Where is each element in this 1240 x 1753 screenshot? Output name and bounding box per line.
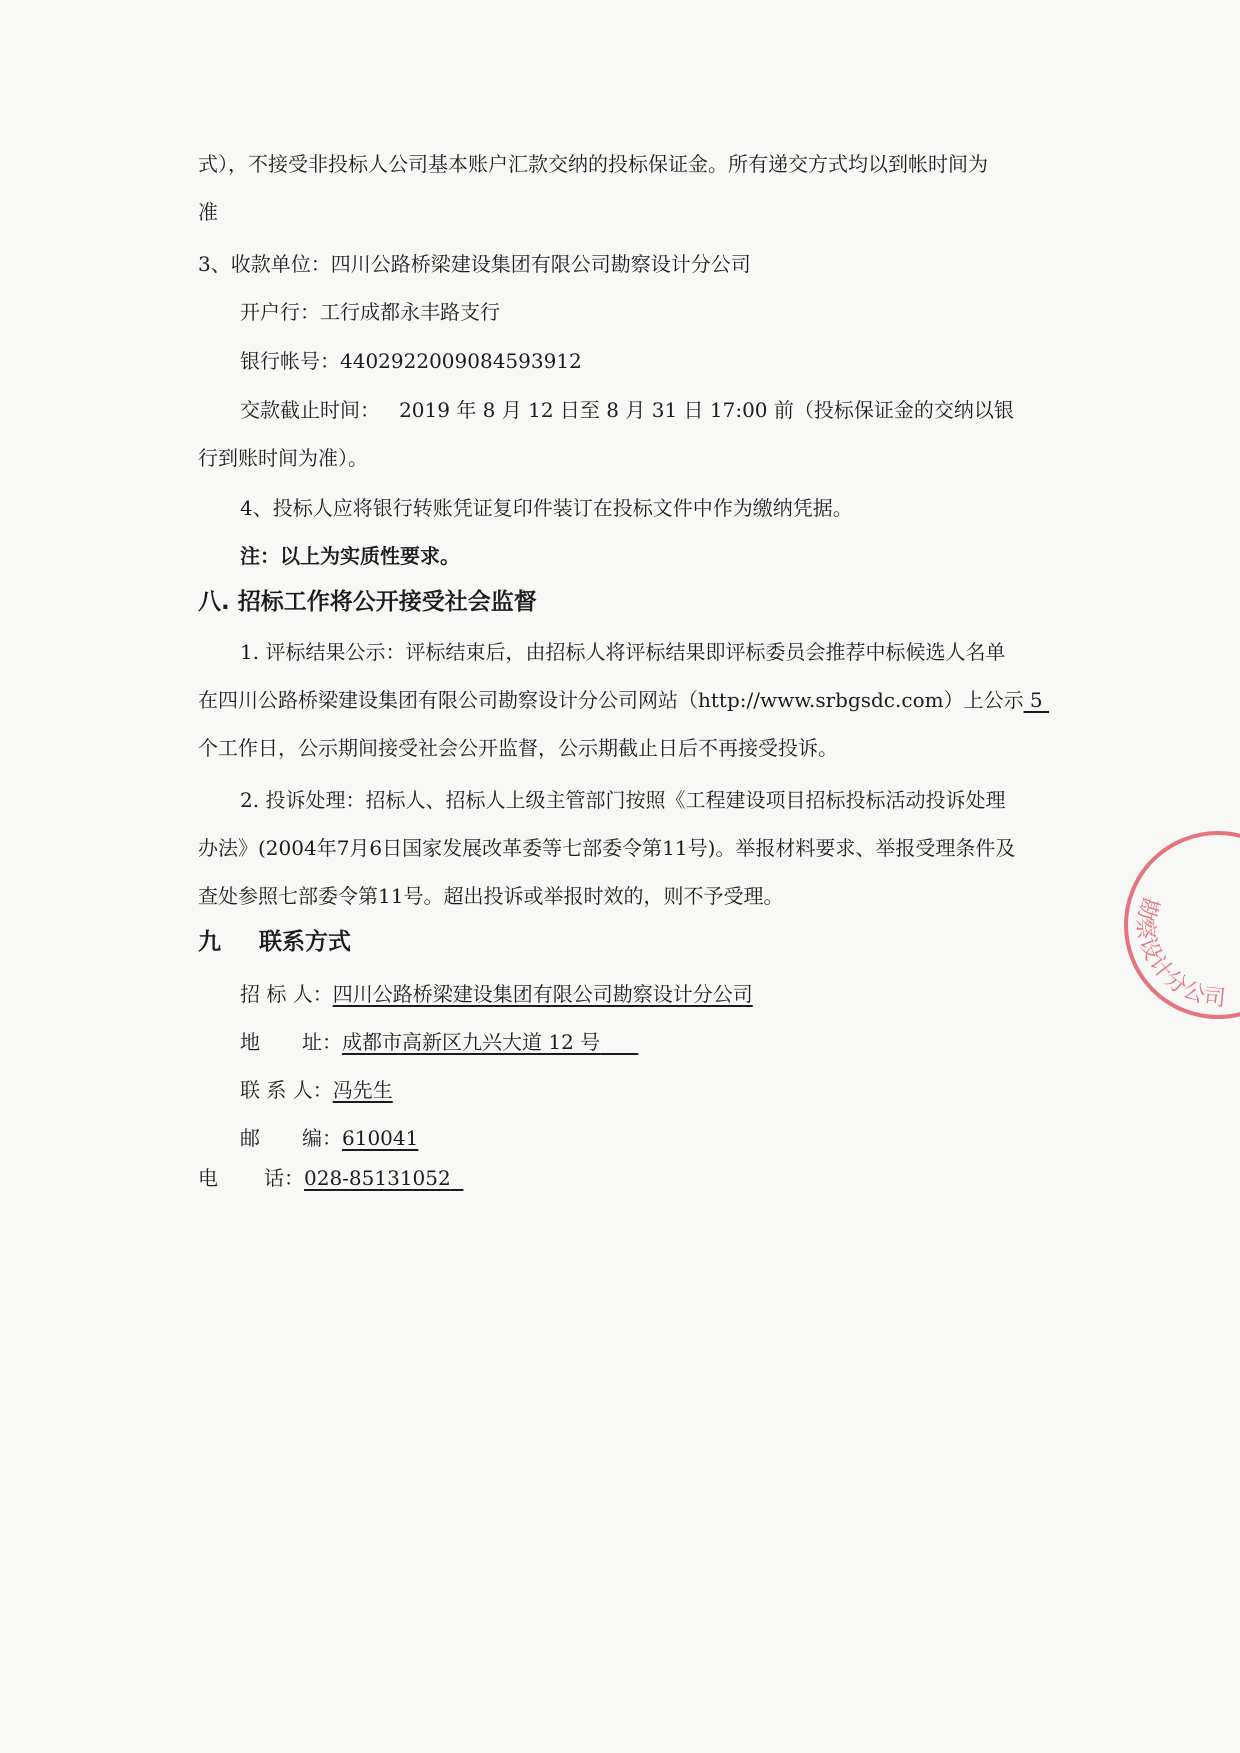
- field-value: 冯先生: [332, 1078, 393, 1102]
- field-label: 邮: [240, 1126, 260, 1150]
- field-label: 电: [198, 1166, 218, 1190]
- contact-row-person: [240, 1076, 393, 1104]
- field-value: 四川公路桥梁建设集团有限公司勘察设计分公司: [332, 982, 753, 1006]
- bank-label: 开户行：: [240, 300, 320, 324]
- paragraph-line: 式），不接受非投标人公司基本账户汇款交纳的投标保证金。所有递交方式均以到帐时间为: [198, 152, 988, 176]
- field-value: 610041: [342, 1126, 419, 1150]
- text-span: 在四川公路桥梁建设集团有限公司勘察设计分公司网站（http://www.srbgsdc.com）上公示: [198, 688, 1024, 712]
- field-label: 话：: [264, 1166, 304, 1190]
- paragraph-line: 1. 评标结果公示：评标结束后，由招标人将评标结果即评标委员会推荐中标候选人名单: [240, 640, 1006, 664]
- deadline-line: 交款截止时间： 2019 年 8 月 12 日至 8 月 31 日 17:00 前（投标保证金的交纳以银: [240, 398, 1014, 422]
- contact-row-postcode: [240, 1124, 418, 1152]
- field-label: 地: [240, 1030, 260, 1054]
- account-line: [240, 347, 582, 375]
- company-seal: [1118, 825, 1240, 1025]
- contact-row-phone: [198, 1164, 463, 1192]
- section-number: 九: [198, 929, 221, 955]
- paragraph-line: 办法》(2004年7月6日国家发展改革委等七部委令第11号)。举报材料要求、举报受理条件及: [198, 836, 1016, 860]
- note: 注：以上为实质性要求。: [240, 544, 460, 568]
- bank-value: 工行成都永丰路支行: [320, 300, 500, 324]
- section-heading: 八. 招标工作将公开接受社会监督: [198, 589, 537, 615]
- paragraph-line: 准: [198, 200, 218, 224]
- paragraph-line: [198, 686, 1049, 714]
- paragraph-line: 2. 投诉处理：招标人、招标人上级主管部门按照《工程建设项目招标投标活动投诉处理: [240, 788, 1006, 812]
- contact-row-address: [240, 1028, 638, 1056]
- field-label: 联 系 人：: [240, 1078, 333, 1102]
- field-label: 址：: [302, 1030, 342, 1054]
- account-value: 4402922009084593912: [340, 349, 582, 373]
- field-value: 成都市高新区九兴大道 12 号: [342, 1030, 601, 1054]
- field-value: 028-85131052: [304, 1166, 451, 1190]
- contact-row-tenderer: [240, 980, 753, 1008]
- deadline-line-cont: 行到账时间为准）。: [198, 446, 368, 470]
- item-4: 4、投标人应将银行转账凭证复印件装订在投标文件中作为缴纳凭据。: [240, 496, 853, 520]
- paragraph-line: 个工作日，公示期间接受社会公开监督，公示期截止日后不再接受投诉。: [198, 736, 838, 760]
- publicity-days: 5: [1023, 688, 1050, 712]
- field-label: 招 标 人：: [240, 982, 333, 1006]
- paragraph-line: 查处参照七部委令第11号。超出投诉或举报时效的，则不予受理。: [198, 884, 784, 908]
- bank-line: [240, 298, 500, 326]
- svg-text:勘察设计分公司: 勘察设计分公司: [1131, 894, 1228, 1012]
- account-label: 银行帐号：: [240, 349, 340, 373]
- field-label: 编：: [302, 1126, 342, 1150]
- payee-label: 3、收款单位：: [198, 252, 331, 276]
- payee-line: [198, 250, 751, 278]
- payee-value: 四川公路桥梁建设集团有限公司勘察设计分公司: [330, 252, 751, 276]
- section-title: 联系方式: [259, 929, 351, 955]
- section-heading: [198, 928, 351, 956]
